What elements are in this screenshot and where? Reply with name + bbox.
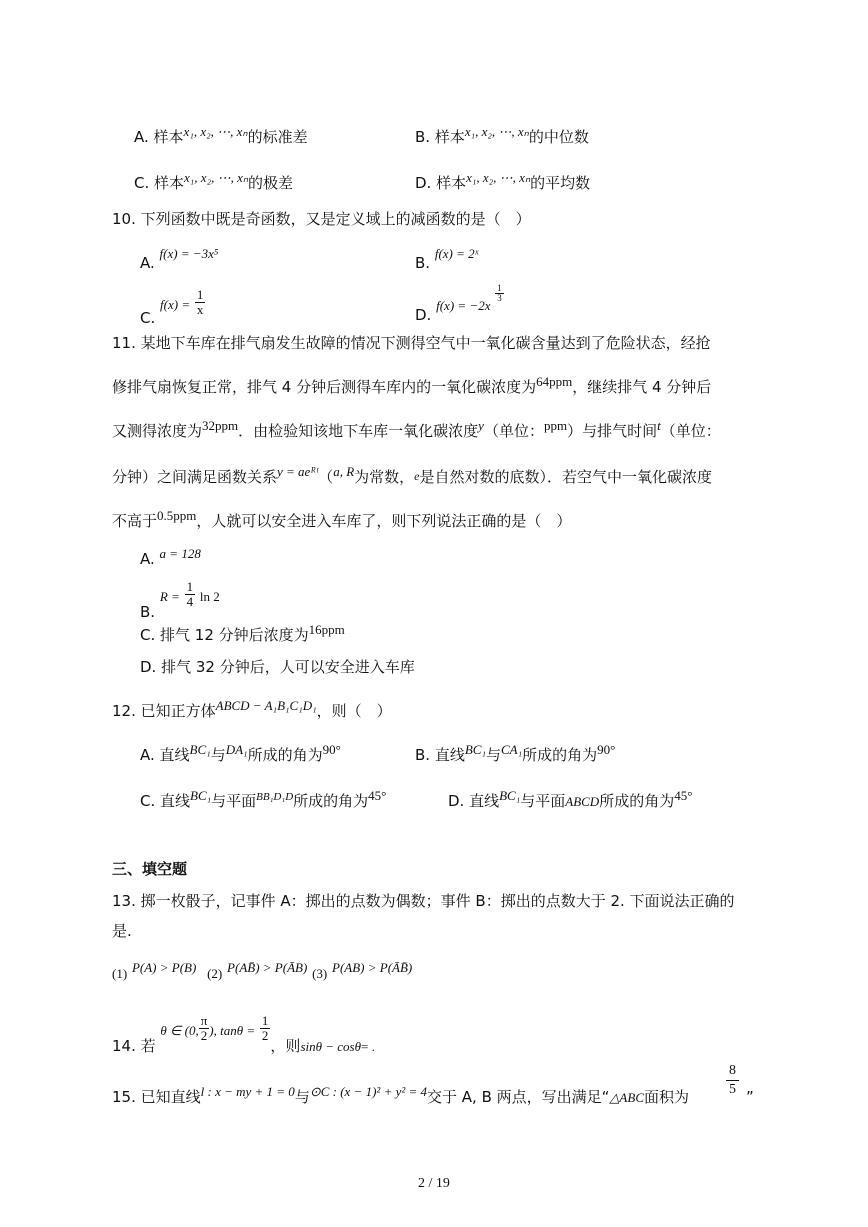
text: 分钟）之间满足函数关系 <box>112 468 278 486</box>
q10-stem: 10. 下列函数中既是奇函数，又是定义域上的减函数的是（ ） <box>112 210 531 228</box>
math-expression: BC₁ <box>190 788 212 803</box>
fraction-numerator: 1 <box>497 283 502 293</box>
math-expression: 64ppm <box>536 374 573 389</box>
text: 与 <box>210 746 226 764</box>
math-expression: a = 128 <box>159 546 201 561</box>
text: = . <box>360 1039 375 1054</box>
math-expression: R = <box>159 589 180 604</box>
text: 不高于 <box>112 512 158 530</box>
option-label: D. <box>415 306 432 324</box>
math-expression: △ABC <box>609 1090 644 1105</box>
q10-option-d <box>415 283 504 327</box>
text: ，则 <box>270 1037 301 1055</box>
math-expression: P(AB̄) > P(ĀB) <box>227 960 308 975</box>
option-label: C. 排气 12 分钟后浓度为 <box>140 626 309 644</box>
option-text: 的极差 <box>248 174 294 192</box>
math-expression: 90° <box>322 742 341 757</box>
math-expression: 16ppm <box>308 622 345 637</box>
option-label: B. <box>140 603 156 621</box>
option-text: 的平均数 <box>530 174 591 192</box>
text: （单位： <box>660 422 721 440</box>
text: ）与排气时间 <box>567 422 658 440</box>
math-expression: sinθ − cosθ <box>300 1039 361 1054</box>
q11-option-c <box>140 624 345 647</box>
q13-line-1: 13. 掷一枚骰子，记事件 A：掷出的点数为偶数；事件 B：掷出的点数大于 2. 下面说法正确的 <box>112 892 735 910</box>
text: D. 直线 <box>448 792 500 810</box>
math-expression: x₁, x₂, ⋯, xₙ <box>464 124 529 139</box>
text: 与平面 <box>211 792 257 810</box>
math-expression: x₁, x₂, ⋯, xₙ <box>466 170 531 185</box>
q12-option-a <box>140 744 341 767</box>
text: 15. 已知直线 <box>112 1088 201 1106</box>
text: 与 <box>485 746 501 764</box>
text: ，继续排气 4 分钟后 <box>572 378 712 396</box>
text: 与平面 <box>520 792 566 810</box>
q15-fraction <box>726 1062 739 1099</box>
q11-option-a <box>140 548 201 571</box>
q15-line <box>112 1086 689 1109</box>
text: 14. 若 <box>112 1037 156 1055</box>
math-expression: y <box>478 418 484 433</box>
option-text: 的标准差 <box>247 128 308 146</box>
text: 是自然对数的底数）．若空气中一氧化碳浓度 <box>419 468 712 486</box>
fraction-numerator: π <box>200 1013 208 1028</box>
option-label: (2) <box>207 966 223 981</box>
math-expression: 32ppm <box>202 418 239 433</box>
q15-closing-quote: ” <box>746 1088 754 1106</box>
math-expression: BC₁ <box>499 788 521 803</box>
fraction-numerator: 8 <box>726 1062 739 1081</box>
math-expression: f(x) = 2ˣ <box>434 246 479 261</box>
fraction-denominator: 2 <box>261 1028 269 1043</box>
text: 交于 A, B 两点，写出满足“ <box>427 1088 610 1106</box>
fraction-denominator: 4 <box>186 594 194 609</box>
option-label: C. <box>140 309 156 327</box>
option-label: D. 样本 <box>415 174 467 192</box>
option-label: A. <box>140 254 155 272</box>
q12-stem <box>112 700 392 723</box>
text: 与 <box>294 1088 310 1106</box>
math-expression: f(x) = −2x <box>436 298 491 313</box>
math-expression: θ ∈ (0, <box>160 1023 199 1038</box>
text: ．由检验知该地下车库一氧化碳浓度 <box>238 422 479 440</box>
math-expression: x₁, x₂, ⋯, xₙ <box>184 170 249 185</box>
q12-option-b <box>415 744 615 767</box>
math-expression: ⊙C : (x − 1)² + y² = 4 <box>309 1084 428 1099</box>
q11-option-b <box>140 579 220 627</box>
option-text: 的中位数 <box>528 128 589 146</box>
q9-option-a <box>134 126 308 149</box>
q14-line <box>112 1013 375 1061</box>
option-label: (1) <box>112 966 128 981</box>
math-expression: f(x) = <box>160 297 191 312</box>
q11-line-1: 11. 某地下车库在排气扇发生故障的情况下测得空气中一氧化碳含量达到了危险状态，经抢 <box>112 334 711 352</box>
text: （ <box>318 468 334 486</box>
text: 所成的角为 <box>247 746 323 764</box>
q10-option-a <box>140 246 219 275</box>
text: 所成的角为 <box>599 792 675 810</box>
text: ，人就可以安全进入车库了，则下列说法正确的是（ ） <box>196 512 572 530</box>
math-expression: ), tanθ = <box>209 1023 256 1038</box>
math-expression: BC₁ <box>464 742 486 757</box>
math-expression: a, R <box>333 464 355 479</box>
text: A. 直线 <box>140 746 190 764</box>
fraction-denominator: 2 <box>200 1028 208 1043</box>
option-label: A. <box>140 550 155 568</box>
math-expression: 90° <box>597 742 616 757</box>
math-expression: e <box>414 469 420 483</box>
q9-option-c <box>134 172 293 195</box>
text: ，则（ ） <box>316 702 392 720</box>
math-expression: y = aeᴿᵗ <box>277 464 319 479</box>
text: 修排气扇恢复正常，排气 4 分钟后测得车库内的一氧化碳浓度为 <box>112 378 537 396</box>
math-expression: DA₁ <box>225 742 248 757</box>
fraction-numerator: 1 <box>186 579 194 594</box>
math-expression: l : x − my + 1 = 0 <box>200 1084 295 1099</box>
fraction <box>195 288 206 317</box>
math-expression: x₁, x₂, ⋯, xₙ <box>183 124 248 139</box>
fraction <box>199 1014 210 1043</box>
section-heading: 三、填空题 <box>112 860 188 878</box>
q11-line-4 <box>112 466 712 489</box>
math-expression: f(x) = −3x⁵ <box>159 246 219 261</box>
option-label: (3) <box>312 966 328 981</box>
text: 又测得浓度为 <box>112 422 203 440</box>
math-expression: ln 2 <box>199 589 220 604</box>
q12-option-c <box>140 790 386 814</box>
q11-line-2 <box>112 376 711 399</box>
text: 为常数， <box>354 468 415 486</box>
q11-line-3 <box>112 420 721 443</box>
fraction <box>260 1014 271 1043</box>
q10-option-c <box>140 287 205 333</box>
text: 面积为 <box>644 1088 690 1106</box>
q9-option-d <box>415 172 590 195</box>
fraction-numerator: 1 <box>196 287 204 302</box>
q12-option-d <box>448 790 692 813</box>
math-expression: BC₁ <box>189 742 211 757</box>
q10-option-b <box>415 246 479 275</box>
math-expression: BB₁D₁D <box>256 791 294 803</box>
text: C. 直线 <box>140 792 191 810</box>
fraction-denominator: 5 <box>729 1082 736 1097</box>
option-label: C. 样本 <box>134 174 185 192</box>
math-expression: P(AB) > P(ĀB̄) <box>332 960 413 975</box>
math-expression: 0.5ppm <box>157 508 197 523</box>
fraction-denominator: 3 <box>497 293 502 303</box>
math-expression: t <box>657 418 661 433</box>
text: 所成的角为 <box>293 792 369 810</box>
fraction-denominator: x <box>196 302 204 317</box>
q13-options <box>112 962 412 985</box>
math-expression: ABCD − A₁B₁C₁D₁ <box>215 698 317 713</box>
q11-line-5 <box>112 510 571 533</box>
text: 12. 已知正方体 <box>112 702 216 720</box>
math-expression: CA₁ <box>500 742 523 757</box>
math-expression: ABCD <box>565 794 600 809</box>
option-label: B. <box>415 254 431 272</box>
fraction-numerator: 1 <box>261 1013 269 1028</box>
fraction <box>185 580 196 609</box>
exponent-fraction <box>495 284 504 303</box>
math-expression: 45° <box>368 788 387 803</box>
math-expression: P(A) > P(B) <box>131 960 197 975</box>
option-label: B. 样本 <box>415 128 465 146</box>
page-number: 2 / 19 <box>418 1176 450 1191</box>
math-expression: ppm <box>543 418 568 433</box>
text: 所成的角为 <box>522 746 598 764</box>
text: （单位： <box>483 422 544 440</box>
q9-option-b <box>415 126 589 149</box>
option-label: A. 样本 <box>134 128 184 146</box>
text: B. 直线 <box>415 746 465 764</box>
q13-line-2: 是. <box>112 922 132 940</box>
math-expression: 45° <box>674 788 693 803</box>
q11-option-d: D. 排气 32 分钟后，人可以安全进入车库 <box>140 658 415 676</box>
